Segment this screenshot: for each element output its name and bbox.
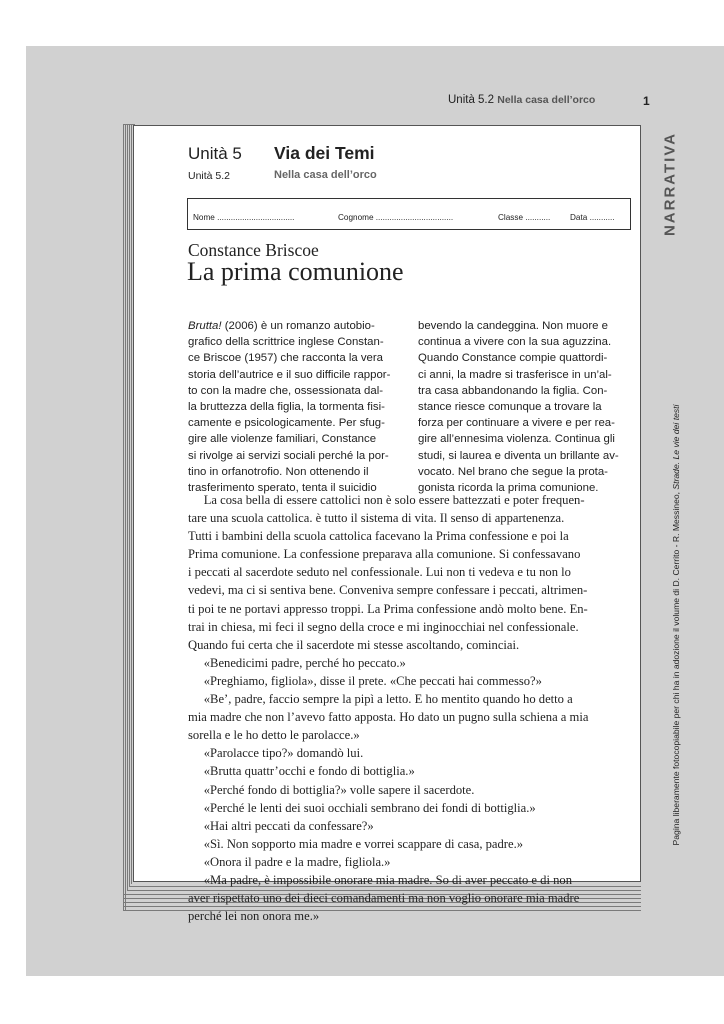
- story-line: «Preghiamo, figliola», disse il prete. «Che peccati hai commesso?»: [188, 673, 542, 688]
- page-number: 1: [643, 94, 650, 108]
- intro-column-right: [418, 318, 619, 496]
- story-line: i peccati al sacerdote seduto nel confessionale. Lui non ti vedeva e tu non lo: [188, 565, 571, 580]
- story-line: ti poi te ne portavi appresso troppi. La Prima confessione andò molto bene. En-: [188, 601, 588, 616]
- intro-line: forza per continuare a vivere e per rea-: [418, 417, 615, 430]
- intro-line: tra casa abbandonando la figlia. Con-: [418, 384, 608, 397]
- story-line: mia madre che non l’avevo fatto apposta. Ho dato un pugno sulla schiena a mia: [188, 710, 589, 725]
- story-line: «Be’, padre, faccio sempre la pipì a letto. E ho mentito quando ho detto a: [188, 692, 573, 707]
- name-field[interactable]: Nome ..................................: [193, 213, 295, 222]
- story-line: La cosa bella di essere cattolici non è solo essere battezzati e poter frequen-: [188, 493, 585, 507]
- story-line: «Onora il padre e la madre, figliola.»: [188, 854, 391, 869]
- student-info-box: [187, 198, 631, 230]
- story-line: Tutti i bambini della scuola cattolica facevano la Prima confessione e poi la: [188, 529, 569, 544]
- story-line: «Ma padre, è impossibile onorare mia madre. So di aver peccato e di non: [188, 872, 572, 887]
- story-line: «Parolacce tipo?» domandò lui.: [188, 746, 364, 761]
- intro-line: bevendo la candeggina. Non muore e: [418, 320, 608, 332]
- story-line: «Benedicimi padre, perché ho peccato.»: [188, 655, 406, 670]
- story-text: [188, 491, 588, 925]
- running-header: [448, 94, 595, 106]
- intro-line: vocato. Nel brano che segue la prota-: [418, 465, 608, 478]
- intro-line: ce Briscoe (1957) che racconta la vera: [188, 352, 384, 365]
- intro-line: tino in orfanotrofio. Non ottenendo il: [188, 465, 369, 478]
- header-unit: Unità 5.2: [448, 94, 495, 106]
- story-line: sorella e le ho detto le parolacce.»: [188, 728, 360, 743]
- intro-line: gonista ricorda la prima comunione.: [418, 482, 599, 495]
- intro-line: studi, si laurea e diventa un brillante av-: [418, 449, 619, 462]
- class-field[interactable]: Classe ...........: [498, 213, 551, 222]
- story-line: «Perché le lenti dei suoi occhiali sembrano dei fondi di bottiglia.»: [188, 800, 536, 815]
- copyright-note: [664, 380, 688, 870]
- story-line: «Hai altri peccati da confessare?»: [188, 818, 374, 833]
- intro-line: trasferimento sperato, tenta il suicidio: [188, 482, 377, 495]
- story-line: «Brutta quattr’occhi e fondo di bottiglia.»: [188, 764, 415, 779]
- unit-label: Unità 5: [188, 144, 242, 163]
- section-label-text: NARRATIVA: [661, 131, 679, 237]
- intro-line: ci anni, la madre si trasferisce in un’al-: [418, 368, 612, 381]
- intro-column-left: [188, 318, 390, 496]
- subunit-title: Nella casa dell’orco: [274, 169, 377, 181]
- author-name: Constance Briscoe: [188, 240, 319, 260]
- intro-line: stance riesce comunque a trovare la: [418, 401, 602, 414]
- intro-line: grafico della scrittrice inglese Constan-: [188, 336, 384, 349]
- date-field[interactable]: Data ...........: [570, 213, 615, 222]
- intro-line: la bruttezza della figlia, la tormenta fisi-: [188, 401, 385, 414]
- intro-line: to con la madre che, ossessionata dal-: [188, 384, 384, 397]
- story-line: aver rispettato uno dei dieci comandamenti ma non voglio onorare mia madre: [188, 891, 580, 906]
- story-line: tare una scuola cattolica. è tutto il sistema di vita. Il senso di appartenenza.: [188, 511, 565, 526]
- copyright-note-text: Pagina liberamente fotocopiabile per chi ha in adozione il volume di D. Cerrito - R. Messineo, Strade. Le vie dei testi: [671, 404, 681, 846]
- story-line: «Perché fondo di bottiglia?» volle sapere il sacerdote.: [188, 782, 475, 797]
- surname-field[interactable]: Cognome ..................................: [338, 213, 454, 222]
- story-line: perché lei non onora me.»: [188, 909, 320, 924]
- unit-title: Via dei Temi: [274, 143, 375, 163]
- intro-line: gire alle violenze familiari, Constance: [188, 433, 377, 446]
- story-line: «Sì. Non sopporto mia madre e vorrei scappare di casa, padre.»: [188, 836, 524, 851]
- header-title: Nella casa dell’orco: [497, 94, 596, 106]
- intro-line: gire all’ennesima violenza. Continua gli: [418, 433, 615, 446]
- intro-line: camente e psicologicamente. Per sfug-: [188, 417, 385, 430]
- intro-line: si rivolge ai servizi sociali perché la por-: [188, 449, 389, 462]
- intro-line: Quando Constance compie quattordi-: [418, 352, 608, 365]
- intro-line: continua a vivere con la sua aguzzina.: [418, 336, 612, 349]
- story-line: Prima comunione. La confessione preparava alla comunione. Si confessavano: [188, 547, 581, 562]
- text-title: La prima comunione: [187, 257, 404, 286]
- intro-line: Brutta! (2006) è un romanzo autobio-: [188, 320, 375, 332]
- subunit-label: Unità 5.2: [188, 170, 231, 182]
- story-line: trai in chiesa, mi feci il segno della croce e mi inginocchiai nel confessionale.: [188, 619, 579, 634]
- story-line: vedevi, ma ci si sentiva bene. Conveniva sempre confessare i peccati, altrimen-: [188, 583, 588, 598]
- section-label: [656, 124, 684, 244]
- intro-line: storia dell’autrice e il suo difficile rappor-: [188, 368, 391, 381]
- story-line: Quando fui certa che il sacerdote mi stesse ascoltando, cominciai.: [188, 637, 520, 652]
